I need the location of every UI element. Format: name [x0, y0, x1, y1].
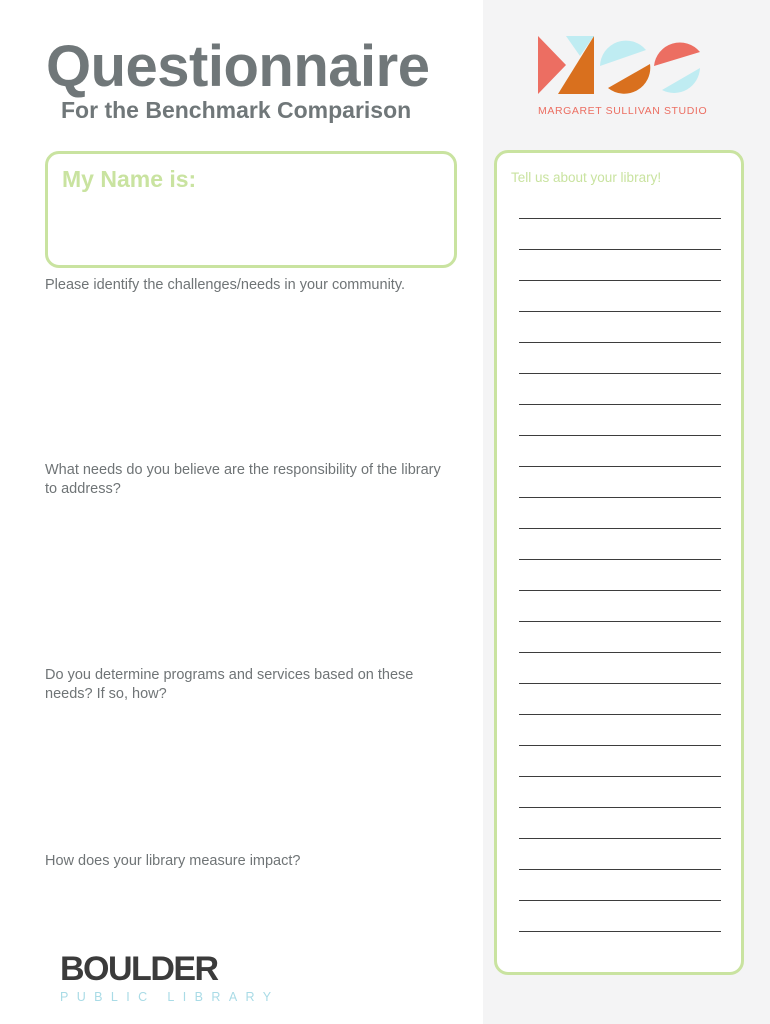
- writing-line: [519, 900, 721, 901]
- mss-studio-logo: [536, 30, 702, 100]
- boulder-library-logo: [60, 952, 280, 1004]
- page-subtitle: For the Benchmark Comparison: [61, 97, 412, 123]
- writing-line: [519, 342, 721, 343]
- writing-line: [519, 435, 721, 436]
- studio-name: MARGARET SULLIVAN STUDIO: [538, 105, 708, 117]
- logo-s2-bottom: [662, 68, 700, 93]
- library-notes-box[interactable]: [494, 150, 744, 975]
- writing-line: [519, 311, 721, 312]
- writing-line: [519, 683, 721, 684]
- writing-line: [519, 249, 721, 250]
- writing-line: [519, 621, 721, 622]
- writing-line: [519, 869, 721, 870]
- page-title: Questionnaire: [46, 34, 430, 99]
- writing-line: [519, 497, 721, 498]
- boulder-logo-subtitle: PUBLIC LIBRARY: [60, 990, 280, 1004]
- writing-line: [519, 280, 721, 281]
- name-field-label: My Name is:: [62, 166, 197, 192]
- question-challenges: Please identify the challenges/needs in your community.: [45, 277, 406, 293]
- writing-line: [519, 931, 721, 932]
- library-notes-prompt: Tell us about your library!: [511, 170, 662, 185]
- writing-line: [519, 776, 721, 777]
- name-field[interactable]: [45, 151, 457, 268]
- logo-s2-top: [654, 42, 700, 66]
- logo-s1-top: [600, 41, 646, 66]
- logo-m-left-triangle: [538, 36, 566, 94]
- boulder-logo-name: BOULDER: [60, 950, 218, 988]
- writing-line: [519, 590, 721, 591]
- writing-line: [519, 714, 721, 715]
- writing-line: [519, 218, 721, 219]
- writing-line: [519, 652, 721, 653]
- writing-line: [519, 466, 721, 467]
- writing-line: [519, 528, 721, 529]
- writing-line: [519, 559, 721, 560]
- writing-line: [519, 404, 721, 405]
- question-impact: How does your library measure impact?: [45, 853, 301, 869]
- question-responsibility: What needs do you believe are the responsibility of the library to address?: [45, 462, 441, 497]
- writing-line: [519, 807, 721, 808]
- question-programs: Do you determine programs and services based on these needs? If so, how?: [45, 667, 414, 702]
- writing-line: [519, 745, 721, 746]
- logo-s1-bottom: [608, 64, 650, 94]
- writing-line: [519, 838, 721, 839]
- writing-line: [519, 373, 721, 374]
